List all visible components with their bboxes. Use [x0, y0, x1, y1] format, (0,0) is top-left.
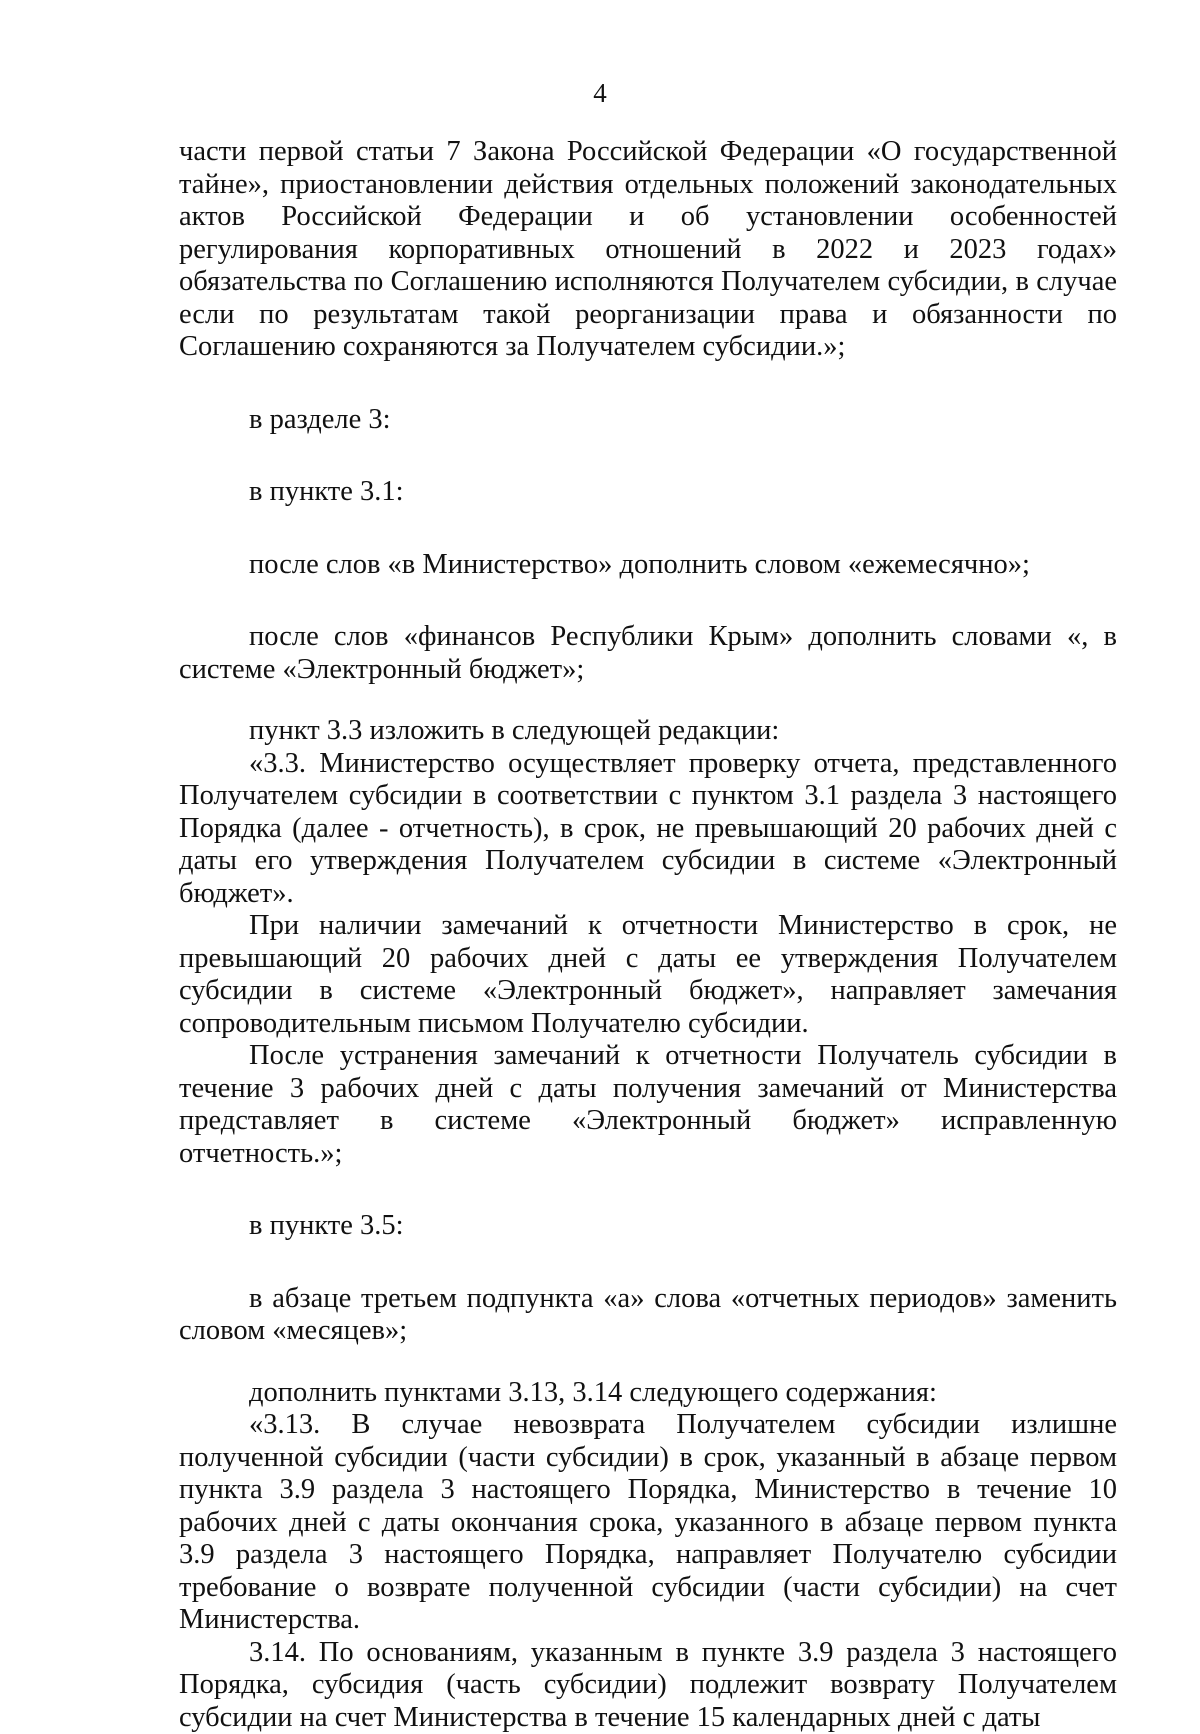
paragraph-continuation: части первой статьи 7 Закона Российской Федерации «О государственной тайне», приостановлении действия отдельных положений законодательных актов Российской Федерации и об установлении особенностей регулирования корпоративных отношений в 2022 и 2023 годах» обязательства по Соглашению исполняются Получателем субсидии, в случае если по результатам такой реорганизации права и обязанности по Соглашению сохраняются за Получателем субсидии.»;: [179, 136, 1117, 364]
paragraph-add-monthly: после слов «в Министерство» дополнить словом «ежемесячно»;: [179, 549, 1117, 582]
paragraph-section-3: в разделе 3:: [179, 404, 1117, 437]
paragraph-remarks: При наличии замечаний к отчетности Министерство в срок, не превышающий 20 рабочих дней с даты ее утверждения Получателем субсидии в системе «Электронный бюджет», направляет замечания сопроводительным письмом Получателю субсидии.: [179, 910, 1117, 1040]
page-number: 4: [0, 78, 1200, 109]
paragraph-add-electronic-budget: после слов «финансов Республики Крым» дополнить словами «, в системе «Электронный бюджет»;: [179, 621, 1117, 686]
paragraph-item-3-14: 3.14. По основаниям, указанным в пункте 3.9 раздела 3 настоящего Порядка, субсидия (часть субсидии) подлежит возврату Получателем субсидии на счет Министерства в течение 15 календарных дней с даты: [179, 1637, 1117, 1734]
paragraph-item-3-3-intro: пункт 3.3 изложить в следующей редакции:: [179, 715, 1117, 748]
paragraph-add-items: дополнить пунктами 3.13, 3.14 следующего содержания:: [179, 1377, 1117, 1410]
paragraph-item-3-13: «3.13. В случае невозврата Получателем субсидии излишне полученной субсидии (части субсидии) в срок, указанный в абзаце первом пункта 3.9 раздела 3 настоящего Порядка, Министерство в течение 10 рабочих дней с даты окончания срока, указанного в абзаце первом пункта 3.9 раздела 3 настоящего Порядка, направляет Получателю субсидии требование о возврате полученной субсидии (части субсидии) на счет Министерства.: [179, 1409, 1117, 1637]
paragraph-after-remarks: После устранения замечаний к отчетности Получатель субсидии в течение 3 рабочих дней с даты получения замечаний от Министерства представляет в системе «Электронный бюджет» исправленную отчетность.»;: [179, 1040, 1117, 1170]
paragraph-subitem-a: в абзаце третьем подпункта «а» слова «отчетных периодов» заменить словом «месяцев»;: [179, 1283, 1117, 1348]
document-body: [179, 136, 1117, 1734]
paragraph-item-3-5: в пункте 3.5:: [179, 1210, 1117, 1243]
paragraph-item-3-1: в пункте 3.1:: [179, 476, 1117, 509]
paragraph-item-3-3-text: «3.3. Министерство осуществляет проверку отчета, представленного Получателем субсидии в соответствии с пунктом 3.1 раздела 3 настоящего Порядка (далее - отчетность), в срок, не превышающий 20 рабочих дней с даты его утверждения Получателем субсидии в системе «Электронный бюджет».: [179, 748, 1117, 911]
